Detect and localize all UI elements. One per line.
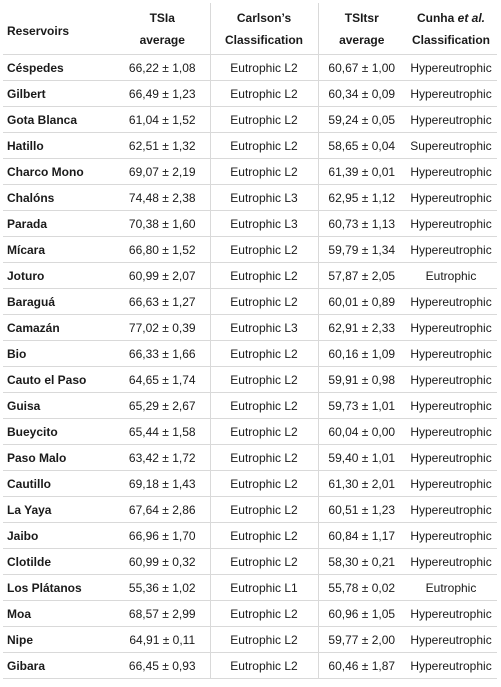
cell-carlson: Eutrophic L2 bbox=[210, 627, 318, 653]
cell-cunha: Hypereutrophic bbox=[405, 419, 497, 445]
table-row bbox=[3, 289, 497, 315]
cell-tsia: 68,57 ± 2,99 bbox=[115, 601, 210, 627]
cell-carlson: Eutrophic L2 bbox=[210, 263, 318, 289]
cell-tsia: 61,04 ± 1,52 bbox=[115, 107, 210, 133]
cell-carlson: Eutrophic L2 bbox=[210, 497, 318, 523]
cell-tsia: 64,65 ± 1,74 bbox=[115, 367, 210, 393]
cell-reservoir: Cautillo bbox=[3, 471, 115, 497]
cell-reservoir: Cauto el Paso bbox=[3, 367, 115, 393]
cell-reservoir: Camazán bbox=[3, 315, 115, 341]
cell-carlson: Eutrophic L2 bbox=[210, 523, 318, 549]
cell-tsitsr: 60,96 ± 1,05 bbox=[318, 601, 405, 627]
cell-cunha: Hypereutrophic bbox=[405, 627, 497, 653]
cell-tsia: 66,33 ± 1,66 bbox=[115, 341, 210, 367]
cell-tsia: 77,02 ± 0,39 bbox=[115, 315, 210, 341]
cell-carlson: Eutrophic L2 bbox=[210, 445, 318, 471]
cell-cunha: Eutrophic bbox=[405, 575, 497, 601]
table-row bbox=[3, 159, 497, 185]
table-row bbox=[3, 185, 497, 211]
cell-carlson: Eutrophic L2 bbox=[210, 653, 318, 679]
table-row bbox=[3, 263, 497, 289]
cell-reservoir: Gibara bbox=[3, 653, 115, 679]
table-body bbox=[3, 55, 497, 679]
cell-tsitsr: 60,34 ± 0,09 bbox=[318, 81, 405, 107]
cell-reservoir: Parada bbox=[3, 211, 115, 237]
cell-tsia: 69,07 ± 2,19 bbox=[115, 159, 210, 185]
cell-tsitsr: 60,73 ± 1,13 bbox=[318, 211, 405, 237]
table-row bbox=[3, 341, 497, 367]
cell-tsitsr: 59,91 ± 0,98 bbox=[318, 367, 405, 393]
table-row bbox=[3, 133, 497, 159]
cell-cunha: Hypereutrophic bbox=[405, 497, 497, 523]
table-row bbox=[3, 445, 497, 471]
cell-reservoir: Baraguá bbox=[3, 289, 115, 315]
cell-cunha: Hypereutrophic bbox=[405, 367, 497, 393]
cell-carlson: Eutrophic L3 bbox=[210, 211, 318, 237]
table-row bbox=[3, 627, 497, 653]
table-row bbox=[3, 497, 497, 523]
cell-reservoir: Gilbert bbox=[3, 81, 115, 107]
cell-reservoir: Céspedes bbox=[3, 55, 115, 81]
table-row bbox=[3, 55, 497, 81]
cell-tsitsr: 60,84 ± 1,17 bbox=[318, 523, 405, 549]
cell-tsitsr: 60,67 ± 1,00 bbox=[318, 55, 405, 81]
cell-carlson: Eutrophic L3 bbox=[210, 315, 318, 341]
table-row bbox=[3, 549, 497, 575]
cell-tsitsr: 55,78 ± 0,02 bbox=[318, 575, 405, 601]
header-carlson: Carlson’s bbox=[210, 3, 318, 29]
table-row bbox=[3, 393, 497, 419]
cell-reservoir: Joturo bbox=[3, 263, 115, 289]
cell-carlson: Eutrophic L2 bbox=[210, 237, 318, 263]
cell-tsitsr: 62,95 ± 1,12 bbox=[318, 185, 405, 211]
table-row bbox=[3, 237, 497, 263]
cell-reservoir: Chalóns bbox=[3, 185, 115, 211]
cell-tsitsr: 58,65 ± 0,04 bbox=[318, 133, 405, 159]
cell-cunha: Hypereutrophic bbox=[405, 55, 497, 81]
cell-tsia: 64,91 ± 0,11 bbox=[115, 627, 210, 653]
cell-tsitsr: 60,04 ± 0,00 bbox=[318, 419, 405, 445]
header-tsia-sub: average bbox=[115, 29, 210, 55]
cell-tsia: 66,80 ± 1,52 bbox=[115, 237, 210, 263]
cell-tsia: 62,51 ± 1,32 bbox=[115, 133, 210, 159]
cell-cunha: Hypereutrophic bbox=[405, 601, 497, 627]
cell-reservoir: Charco Mono bbox=[3, 159, 115, 185]
cell-carlson: Eutrophic L2 bbox=[210, 107, 318, 133]
cell-tsitsr: 59,40 ± 1,01 bbox=[318, 445, 405, 471]
reservoir-trophic-table bbox=[3, 3, 497, 679]
cell-cunha: Hypereutrophic bbox=[405, 445, 497, 471]
table-row bbox=[3, 81, 497, 107]
cell-carlson: Eutrophic L2 bbox=[210, 133, 318, 159]
cell-carlson: Eutrophic L2 bbox=[210, 159, 318, 185]
cell-tsia: 66,22 ± 1,08 bbox=[115, 55, 210, 81]
cell-carlson: Eutrophic L2 bbox=[210, 549, 318, 575]
cell-tsia: 66,63 ± 1,27 bbox=[115, 289, 210, 315]
cell-cunha: Hypereutrophic bbox=[405, 653, 497, 679]
cell-reservoir: Gota Blanca bbox=[3, 107, 115, 133]
cell-tsia: 70,38 ± 1,60 bbox=[115, 211, 210, 237]
header-tsia: TSIa bbox=[149, 11, 175, 25]
cell-cunha: Supereutrophic bbox=[405, 133, 497, 159]
cell-carlson: Eutrophic L2 bbox=[210, 289, 318, 315]
table-row bbox=[3, 419, 497, 445]
cell-reservoir: Nipe bbox=[3, 627, 115, 653]
cell-tsia: 67,64 ± 2,86 bbox=[115, 497, 210, 523]
header-tsitsr-sub: average bbox=[318, 29, 405, 55]
table-row bbox=[3, 315, 497, 341]
cell-carlson: Eutrophic L2 bbox=[210, 601, 318, 627]
cell-tsitsr: 61,39 ± 0,01 bbox=[318, 159, 405, 185]
cell-cunha: Hypereutrophic bbox=[405, 341, 497, 367]
header-cunha-name: Cunha bbox=[416, 11, 458, 25]
cell-tsitsr: 60,16 ± 1,09 bbox=[318, 341, 405, 367]
cell-tsia: 69,18 ± 1,43 bbox=[115, 471, 210, 497]
cell-carlson: Eutrophic L3 bbox=[210, 185, 318, 211]
cell-reservoir: Clotilde bbox=[3, 549, 115, 575]
table-row bbox=[3, 211, 497, 237]
cell-tsitsr: 59,24 ± 0,05 bbox=[318, 107, 405, 133]
cell-reservoir: Bueycito bbox=[3, 419, 115, 445]
cell-cunha: Hypereutrophic bbox=[405, 107, 497, 133]
header-tsitsr: TSItsr bbox=[344, 11, 379, 25]
cell-cunha: Hypereutrophic bbox=[405, 211, 497, 237]
table-row bbox=[3, 367, 497, 393]
cell-carlson: Eutrophic L2 bbox=[210, 419, 318, 445]
cell-cunha: Hypereutrophic bbox=[405, 315, 497, 341]
cell-cunha: Hypereutrophic bbox=[405, 471, 497, 497]
cell-tsitsr: 62,91 ± 2,33 bbox=[318, 315, 405, 341]
cell-reservoir: Mícara bbox=[3, 237, 115, 263]
cell-tsia: 66,45 ± 0,93 bbox=[115, 653, 210, 679]
cell-tsia: 74,48 ± 2,38 bbox=[115, 185, 210, 211]
cell-tsia: 60,99 ± 2,07 bbox=[115, 263, 210, 289]
cell-cunha: Hypereutrophic bbox=[405, 81, 497, 107]
cell-carlson: Eutrophic L2 bbox=[210, 367, 318, 393]
header-cunha bbox=[405, 3, 497, 29]
cell-carlson: Eutrophic L2 bbox=[210, 55, 318, 81]
cell-cunha: Hypereutrophic bbox=[405, 237, 497, 263]
cell-cunha: Hypereutrophic bbox=[405, 549, 497, 575]
cell-reservoir: Jaibo bbox=[3, 523, 115, 549]
cell-tsitsr: 60,51 ± 1,23 bbox=[318, 497, 405, 523]
table-row bbox=[3, 107, 497, 133]
cell-reservoir: La Yaya bbox=[3, 497, 115, 523]
cell-tsitsr: 61,30 ± 2,01 bbox=[318, 471, 405, 497]
cell-cunha: Hypereutrophic bbox=[405, 289, 497, 315]
table-row bbox=[3, 601, 497, 627]
cell-reservoir: Moa bbox=[3, 601, 115, 627]
table-row bbox=[3, 653, 497, 679]
cell-tsitsr: 60,01 ± 0,89 bbox=[318, 289, 405, 315]
cell-tsitsr: 60,46 ± 1,87 bbox=[318, 653, 405, 679]
cell-carlson: Eutrophic L2 bbox=[210, 393, 318, 419]
cell-cunha: Hypereutrophic bbox=[405, 185, 497, 211]
cell-tsitsr: 58,30 ± 0,21 bbox=[318, 549, 405, 575]
cell-reservoir: Los Plátanos bbox=[3, 575, 115, 601]
cell-tsia: 66,49 ± 1,23 bbox=[115, 81, 210, 107]
cell-cunha: Eutrophic bbox=[405, 263, 497, 289]
header-reservoirs: Reservoirs bbox=[3, 3, 115, 55]
header-carlson-sub: Classification bbox=[210, 29, 318, 55]
cell-tsia: 55,36 ± 1,02 bbox=[115, 575, 210, 601]
cell-carlson: Eutrophic L2 bbox=[210, 341, 318, 367]
cell-tsia: 66,96 ± 1,70 bbox=[115, 523, 210, 549]
table-header bbox=[3, 3, 497, 55]
cell-tsitsr: 57,87 ± 2,05 bbox=[318, 263, 405, 289]
header-cunha-etal: et al. bbox=[457, 11, 486, 25]
table-row bbox=[3, 523, 497, 549]
cell-tsia: 65,44 ± 1,58 bbox=[115, 419, 210, 445]
cell-tsia: 60,99 ± 0,32 bbox=[115, 549, 210, 575]
cell-reservoir: Bio bbox=[3, 341, 115, 367]
cell-reservoir: Guisa bbox=[3, 393, 115, 419]
cell-tsitsr: 59,79 ± 1,34 bbox=[318, 237, 405, 263]
cell-reservoir: Paso Malo bbox=[3, 445, 115, 471]
cell-tsitsr: 59,77 ± 2,00 bbox=[318, 627, 405, 653]
cell-reservoir: Hatillo bbox=[3, 133, 115, 159]
cell-carlson: Eutrophic L2 bbox=[210, 471, 318, 497]
cell-cunha: Hypereutrophic bbox=[405, 159, 497, 185]
cell-cunha: Hypereutrophic bbox=[405, 393, 497, 419]
table-row bbox=[3, 575, 497, 601]
cell-tsia: 65,29 ± 2,67 bbox=[115, 393, 210, 419]
cell-carlson: Eutrophic L1 bbox=[210, 575, 318, 601]
cell-cunha: Hypereutrophic bbox=[405, 523, 497, 549]
cell-tsitsr: 59,73 ± 1,01 bbox=[318, 393, 405, 419]
cell-carlson: Eutrophic L2 bbox=[210, 81, 318, 107]
cell-tsia: 63,42 ± 1,72 bbox=[115, 445, 210, 471]
header-cunha-sub: Classification bbox=[405, 29, 497, 55]
table-row bbox=[3, 471, 497, 497]
